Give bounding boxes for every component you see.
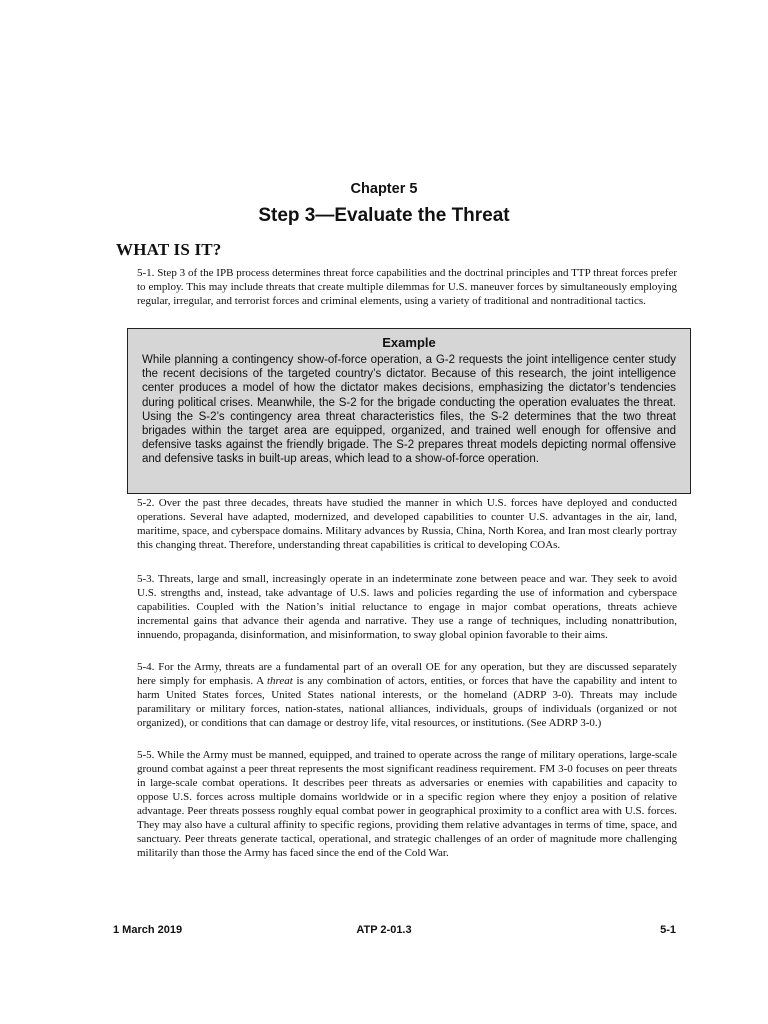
- example-box: [127, 328, 691, 494]
- paragraph-5-4-rest: is any combination of actors, entities, or forces that have the capability and intent to harm United States forces, United States national interests, or the homeland (ADRP 3-0). Threats may include paramilitary or military forces, nation-states, national alliances, individuals, groups of individuals (organized or not organized), or conditions that can damage or destroy life, vital resources, or institutions. (See ADRP 3-0.): [137, 675, 677, 729]
- paragraph-5-4-lead: 5-4. For the Army, threats are a fundamental part of an overall OE for any operation, but they are discussed separately here simply for emphasis. A: [137, 661, 677, 687]
- threat-term: threat: [267, 675, 293, 687]
- paragraph-5-2: 5-2. Over the past three decades, threats have studied the manner in which U.S. forces have deployed and conducted operations. Several have adapted, modernized, and developed capabilities to counter U.S. advantages in the air, land, maritime, space, and cyberspace domains. Military advances by Russia, China, North Korea, and Iran most clearly portray this changing threat. Therefore, understanding threat capabilities is critical to developing COAs.: [137, 497, 677, 551]
- paragraph-5-5: 5-5. While the Army must be manned, equipped, and trained to operate across the range of military operations, large-scale ground combat against a peer threat represents the most significant readiness requirement. FM 3-0 focuses on peer threats in large-scale combat operations. It describes peer threats as adversaries or enemies with capabilities and capacity to oppose U.S. forces across multiple domains worldwide or in a specific region where they enjoy a position of relative advantage. Peer threats possess roughly equal combat power in geographical proximity to a conflict area with U.S. forces. They may also have a cultural affinity to specific regions, providing them relative advantages in terms of time, space, and sanctuary. Peer threats generate tactical, operational, and strategic challenges of an order of magnitude more challenging militarily than those the Army has faced since the end of the Cold War.: [137, 749, 677, 859]
- chapter-label: Chapter 5: [350, 181, 418, 197]
- example-body: While planning a contingency show-of-force operation, a G-2 requests the joint intelligence center study the recent decisions of the targeted country’s dictator. Because of this research, the joint intelligence center produces a model of how the dictator makes decisions, emphasizing the dictator’s tendencies during political crises. Meanwhile, the S-2 for the brigade conducting the operation evaluates the threat. Using the S-2’s contingency area threat characteristics files, the S-2 determines that the two threat brigades within the target area are equipped, organized, and trained well enough for offensive and defensive tasks against the friendly brigade. The S-2 prepares threat models depicting normal offensive and defensive tasks in built-up areas, which lead to a show-of-force operation.: [142, 354, 676, 466]
- footer-page-number: 5-1: [660, 924, 676, 936]
- example-title: Example: [382, 335, 436, 350]
- paragraph-5-3: 5-3. Threats, large and small, increasingly operate in an indeterminate zone between peace and war. They seek to avoid U.S. strengths and, instead, take advantage of U.S. laws and policies regarding the use of information and cyberspace capabilities. Coupled with the Nation’s initial reluctance to engage in major combat operations, threats achieve incremental gains that advance their agenda and narrative. They use a range of techniques, including nonattribution, innuendo, propaganda, disinformation, and misinformation, to sway global opinion favorable to their aims.: [137, 573, 677, 641]
- chapter-title: Step 3—Evaluate the Threat: [258, 205, 510, 226]
- paragraph-5-4: [137, 660, 677, 730]
- paragraph-5-1: 5-1. Step 3 of the IPB process determines threat force capabilities and the doctrinal principles and TTP threat forces prefer to employ. This may include threats that create multiple dilemmas for U.S. maneuver forces by simultaneously employing regular, irregular, and terrorist forces and criminal elements, using a variety of traditional and nontraditional tactics.: [137, 267, 677, 307]
- footer-publication: ATP 2-01.3: [356, 924, 412, 936]
- section-heading: WHAT IS IT?: [116, 240, 222, 259]
- footer-date: 1 March 2019: [113, 924, 183, 936]
